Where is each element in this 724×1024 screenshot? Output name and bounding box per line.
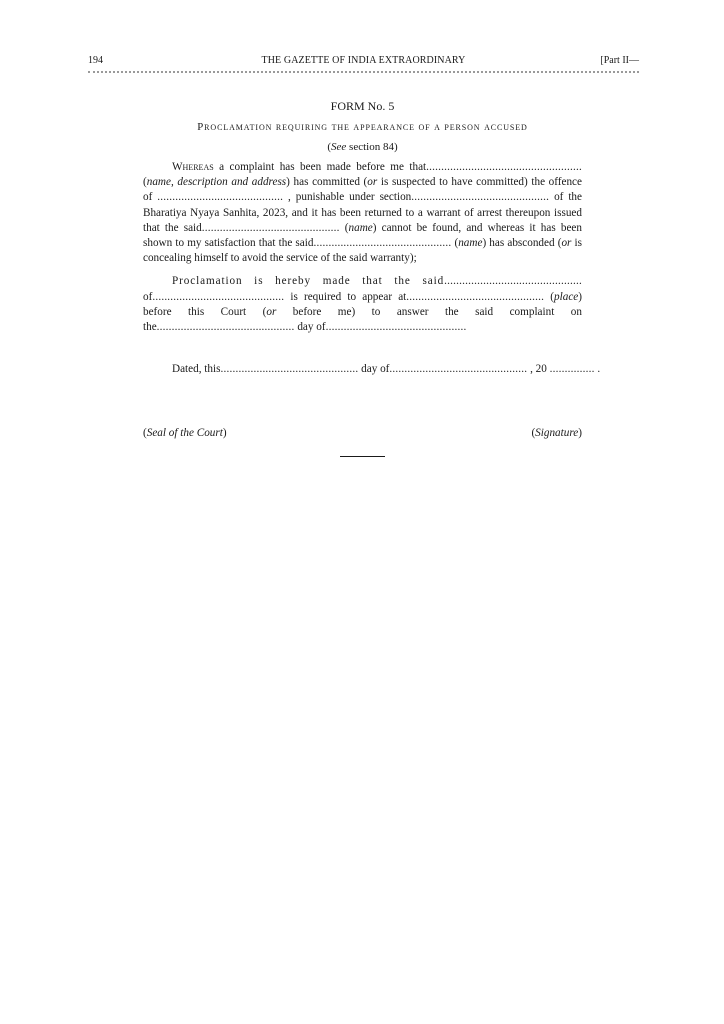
blank-dots: .................................................... — [426, 161, 582, 173]
part-label: [Part II— — [600, 55, 639, 66]
whereas-paragraph — [143, 160, 582, 266]
seal-label: Seal of the Court — [146, 427, 223, 439]
end-rule — [340, 456, 385, 457]
see-word: See — [331, 141, 347, 153]
gazette-title: THE GAZETTE OF INDIA EXTRAORDINARY — [261, 55, 466, 66]
text-run: ) has committed ( — [286, 176, 368, 189]
header-rule — [88, 71, 639, 73]
signature-label: Signature — [535, 427, 579, 439]
text-run: , punishable under section — [283, 191, 412, 204]
dated-line — [172, 362, 600, 376]
blank-dots: .......................................... — [157, 191, 284, 204]
blank-dots: ............................................... — [325, 321, 467, 334]
italic-run: name — [458, 237, 483, 250]
italic-run: or — [367, 176, 378, 189]
text-run: ( — [143, 176, 147, 189]
text-run: , 20 — [527, 363, 550, 375]
section-reference: (See section 84) — [327, 141, 398, 153]
text-run: . — [594, 363, 601, 375]
text-run: day of — [358, 363, 390, 375]
blank-dots: .............................................. — [444, 275, 582, 288]
page-number: 194 — [88, 55, 103, 66]
signature: (Signature) — [531, 427, 582, 439]
text-run: of the Bharatiya Nyaya Sanhita, 2023, and it has been returned to a warrant of arrest thereupon issued that the said — [143, 191, 582, 234]
proclamation-paragraph — [143, 274, 582, 335]
italic-run: place — [554, 290, 579, 303]
text-run: ( — [451, 237, 459, 250]
text-run: a complaint has been made before me that — [213, 161, 427, 173]
text-run: day of — [294, 321, 326, 334]
text-run: Dated, this — [172, 363, 221, 375]
blank-dots: .............................................. — [220, 363, 359, 375]
see-section: section 84) — [346, 141, 398, 153]
seal-of-court: (Seal of the Court) — [143, 427, 227, 439]
whereas-word: Whereas — [172, 161, 214, 173]
text-run: ( — [544, 290, 555, 303]
text-run: ) cannot be found, and whereas it has been shown to my satisfaction that the said — [143, 221, 582, 250]
blank-dots: .............................................. — [406, 290, 545, 303]
blank-dots: ............................................ — [152, 290, 285, 303]
form-body — [143, 98, 582, 335]
italic-run: name, description and address — [146, 176, 287, 189]
text-run: ) before this Court ( — [143, 290, 582, 318]
text-run: ) has absconded ( — [482, 237, 562, 250]
italic-run: or — [561, 237, 572, 250]
text-run: is required to appear at — [284, 290, 407, 303]
blank-dots: .............................................. — [201, 221, 340, 234]
italic-run: name — [348, 221, 373, 234]
text-run: is suspected to have committed) the offence of — [143, 176, 582, 204]
blank-dots: .............................................. — [313, 237, 452, 250]
blank-dots: .............................................. — [389, 363, 528, 375]
text-run: before me) to answer the said complaint on the — [143, 305, 582, 334]
text-run: Proclamation is hereby made that the said — [172, 275, 445, 288]
italic-run: or — [266, 305, 277, 318]
text-run: ( — [339, 221, 349, 234]
text-run: is concealing himself to avoid the service of the said warranty); — [143, 237, 582, 265]
blank-dots: .............................................. — [411, 191, 550, 204]
text-run: of — [143, 290, 153, 303]
blank-dots: ............... — [549, 363, 595, 375]
form-number: FORM No. 5 — [330, 99, 395, 113]
blank-dots: .............................................. — [156, 321, 295, 334]
form-subtitle: Proclamation requiring the appearance of a person accused — [197, 121, 528, 133]
